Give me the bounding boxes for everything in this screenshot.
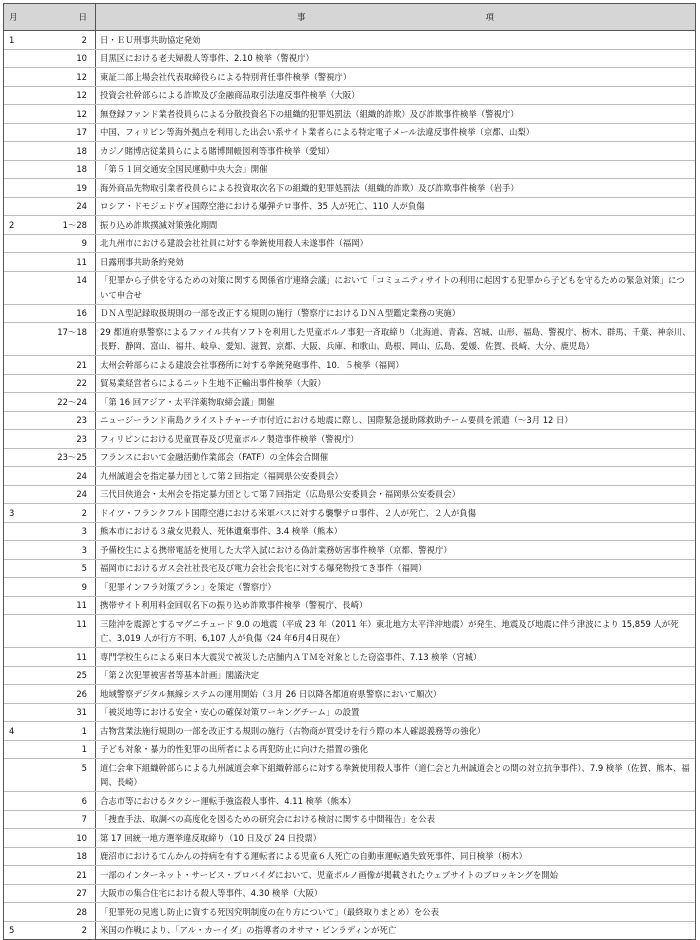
month-cell xyxy=(4,161,25,179)
event-cell: 古物営業法施行規則の一部を改正する規則の施行（古物商が買受けを行う際の本人確認義務等の強化） xyxy=(100,725,486,736)
event-cell: 「犯罪から子供を守るための対策に関する関係省庁連絡会議」において「コミュニティサイトの利用に起因する犯罪から子どもを守るための緊急対策」について申合せ xyxy=(100,275,685,300)
table-row xyxy=(4,235,695,254)
event-cell: 中国、フィリピン等海外拠点を利用した出会い系サイト業者らによる特定電子メール法違反事件検挙（京都、山梨） xyxy=(100,127,535,137)
event-cell: 「被災地等における安全・安心の確保対策ワーキングチーム」の設置 xyxy=(100,707,360,717)
event-cell: 振り込め詐欺撲滅対策強化期間 xyxy=(100,219,218,230)
day-cell: 25 xyxy=(25,667,96,685)
event-cell: 米国の作戦により、「アル・カーイダ」の指導者のオサマ・ビンラディンが死亡 xyxy=(100,925,397,935)
event-cell: 大阪市の集合住宅における殺人等事件、4.30 検挙（大阪） xyxy=(100,888,323,898)
day-cell: 11 xyxy=(25,253,96,271)
month-cell: 1 xyxy=(9,34,15,45)
event-cell: 携帯サイト利用料金回収名下の振り込め詐欺事件検挙（警視庁、長崎） xyxy=(100,600,368,610)
table-row xyxy=(4,685,695,704)
event-cell: 「第２次犯罪被害者等基本計画」閣議決定 xyxy=(100,670,260,680)
day-cell: 10 xyxy=(25,50,96,68)
day-cell: 22 xyxy=(25,375,96,393)
event-cell: 「犯罪死の見逃し防止に資する死因究明制度の在り方について」（最終取りまとめ）を公表 xyxy=(100,906,440,917)
month-cell xyxy=(4,903,25,921)
table-row xyxy=(4,216,695,235)
day-cell: 19 xyxy=(25,179,96,197)
day-cell: 11 xyxy=(25,597,96,615)
month-cell xyxy=(4,449,25,467)
month-cell xyxy=(4,615,25,647)
day-cell: 5 xyxy=(25,560,96,578)
table-row xyxy=(4,50,695,69)
table-row xyxy=(4,615,695,648)
event-cell: 合志市等におけるタクシー運転手強盗殺人事件、4.11 検挙（熊本） xyxy=(100,795,356,806)
table-row xyxy=(4,848,695,867)
table-row xyxy=(4,87,695,106)
table-row xyxy=(4,667,695,686)
table-row xyxy=(4,829,695,848)
month-cell xyxy=(4,885,25,903)
month-cell: 4 xyxy=(9,725,15,736)
day-cell: 23〜25 xyxy=(25,449,96,467)
day-cell: 14 xyxy=(25,272,96,304)
table-row xyxy=(4,305,695,324)
month-cell: 3 xyxy=(9,507,15,518)
event-cell: 29 都道府県警察によるファイル共有ソフトを利用した児童ポルノ事犯一斉取締り（北海道、青森、宮城、山形、福島、警視庁、栃木、群馬、千葉、神奈川、長野、静岡、富山、福井、岐阜、愛知、滋賀、京都、大阪、兵庫、和歌山、島根、岡山、広島、愛媛、佐賀、長崎、大分、鹿児島） xyxy=(100,326,691,351)
table-row xyxy=(4,449,695,468)
month-cell xyxy=(4,430,25,448)
day-cell: 21 xyxy=(25,866,96,884)
event-cell: ドイツ・フランクフルト国際空港における米軍バスに対する襲撃テロ事件、２人が死亡、２人が負傷 xyxy=(100,507,476,518)
event-cell: フィリピンにおける児童買春及び児童ポルノ製造事件検挙（警視庁） xyxy=(100,433,359,444)
day-cell: 1〜28 xyxy=(25,216,96,234)
month-cell xyxy=(4,305,25,323)
month-cell xyxy=(4,866,25,884)
day-cell: 1 xyxy=(25,741,96,759)
month-cell xyxy=(4,412,25,430)
table-row xyxy=(4,161,695,180)
day-cell: 12 xyxy=(25,68,96,86)
header-jiko-2: 項 xyxy=(485,13,495,23)
month-cell xyxy=(4,356,25,374)
table-row xyxy=(4,866,695,885)
month-cell: 2 xyxy=(9,219,15,230)
event-cell: 北九州市における建設会社社員に対する拳銃使用殺人未遂事件（福岡） xyxy=(100,238,368,248)
table-row xyxy=(4,31,695,50)
day-cell: 16 xyxy=(25,305,96,323)
month-cell xyxy=(4,50,25,68)
event-cell: 子ども対象・暴力的性犯罪の出所者による再犯防止に向けた措置の強化 xyxy=(100,744,368,754)
month-cell xyxy=(4,253,25,271)
day-cell: 22〜24 xyxy=(25,393,96,411)
day-cell: 24 xyxy=(25,198,96,216)
table-row xyxy=(4,430,695,449)
table-row xyxy=(4,142,695,161)
month-cell xyxy=(4,323,25,355)
event-cell: 「第 16 回アジア・太平洋薬物取締会議」開催 xyxy=(100,396,275,407)
day-cell: 18 xyxy=(25,161,96,179)
table-row xyxy=(4,68,695,87)
day-cell: 3 xyxy=(25,541,96,559)
month-cell xyxy=(4,124,25,142)
day-cell: 3 xyxy=(25,523,96,541)
day-cell: 1 xyxy=(25,722,96,740)
month-cell xyxy=(4,179,25,197)
month-cell xyxy=(4,704,25,722)
table-row xyxy=(4,486,695,505)
month-cell xyxy=(4,235,25,253)
day-cell: 26 xyxy=(25,685,96,703)
table-body xyxy=(4,31,695,939)
event-cell: 三陸沖を震源とするマグニチュード 9.0 の地震（平成 23 年（2011 年）東北地方太平洋沖地震）が発生、地震及び地震に伴う津波により 15,859 人が死亡、3,019 人が行方不明、6,107 人が負傷（24 年6月4日現在） xyxy=(100,618,679,643)
month-cell xyxy=(4,523,25,541)
event-cell: 九州誠道会を指定暴力団として第２回指定（福岡県公安委員会） xyxy=(100,470,343,481)
table-row xyxy=(4,722,695,741)
month-cell xyxy=(4,272,25,304)
table-row xyxy=(4,560,695,579)
event-cell: 日露刑事共助条約発効 xyxy=(100,256,184,267)
day-cell: 24 xyxy=(25,486,96,504)
event-cell: 道仁会傘下組織幹部らによる九州誠道会傘下組織幹部らに対する拳銃使用殺人事件（道仁会と九州誠道会との間の対立抗争事件）、7.9 検挙（佐賀、熊本、福岡、長崎） xyxy=(100,762,690,787)
table-row xyxy=(4,253,695,272)
day-cell: 12 xyxy=(25,87,96,105)
day-cell: 2 xyxy=(25,922,96,940)
event-cell: 熊本市における３歳女児殺人、死体遺棄事件、3.4 検挙（熊本） xyxy=(100,526,343,536)
month-cell xyxy=(4,829,25,847)
event-cell: 一部のインターネット・サービス・プロバイダにおいて、児童ポルノ画像が掲載されたウェブサイトのブロッキングを開始 xyxy=(100,869,559,880)
table-row xyxy=(4,198,695,217)
header-jiko xyxy=(96,4,695,30)
day-cell: 2 xyxy=(25,504,96,522)
day-cell: 24 xyxy=(25,467,96,485)
table-row xyxy=(4,323,695,356)
day-cell: 11 xyxy=(25,648,96,666)
event-cell: 鹿沼市におけるてんかんの持病を有する運転者による児童６人死亡の自動車運転過失致死事件、同日検挙（栃木） xyxy=(100,851,528,861)
event-cell: 日・ＥＵ刑事共助協定発効 xyxy=(100,34,201,45)
event-cell: 「捜査手法、取調べの高度化を図るための研究会における検討に関する中間報告」を公表 xyxy=(100,814,435,824)
day-cell: 17〜18 xyxy=(25,323,96,355)
event-cell: 三代目侠道会・太州会を指定暴力団として第７回指定（広島県公安委員会・福岡県公安委員会） xyxy=(100,489,461,499)
event-cell: 福岡市におけるガス会社社長宅及び電力会社会長宅に対する爆発物投てき事件（福岡） xyxy=(100,563,427,573)
table-row xyxy=(4,792,695,811)
table-row xyxy=(4,648,695,667)
day-cell: 21 xyxy=(25,356,96,374)
day-cell: 10 xyxy=(25,829,96,847)
header-month: 月 xyxy=(9,13,18,23)
month-cell xyxy=(4,578,25,596)
day-cell: 12 xyxy=(25,105,96,123)
month-cell xyxy=(4,667,25,685)
month-cell xyxy=(4,87,25,105)
event-cell: 予備校生による携帯電話を使用した大学入試における偽計業務妨害事件検挙（京都、警視庁） xyxy=(100,544,452,555)
day-cell: 6 xyxy=(25,792,96,810)
month-cell xyxy=(4,375,25,393)
month-cell xyxy=(4,811,25,829)
event-cell: 貿易業経営者らによるニット生地不正輸出事件検挙（大阪） xyxy=(100,378,326,388)
day-cell: 5 xyxy=(25,759,96,791)
day-cell: 11 xyxy=(25,615,96,647)
month-cell xyxy=(4,105,25,123)
month-cell: 5 xyxy=(9,925,15,935)
table-row xyxy=(4,922,695,940)
day-cell: 31 xyxy=(25,704,96,722)
day-cell: 18 xyxy=(25,848,96,866)
table-row xyxy=(4,412,695,431)
day-cell: 28 xyxy=(25,903,96,921)
event-cell: 太州会幹部らによる建設会社事務所に対する拳銃発砲事件、10．５検挙（福岡） xyxy=(100,359,404,370)
day-cell: 17 xyxy=(25,124,96,142)
day-cell: 27 xyxy=(25,885,96,903)
table-row xyxy=(4,759,695,792)
event-cell: フランスにおいて金融活動作業部会（FATF）の全体会合開催 xyxy=(100,452,329,462)
event-cell: 地域警察デジタル無線システムの運用開始（３月 26 日以降各都道府県警察において順次） xyxy=(100,688,442,699)
event-cell: 「犯罪インフラ対策プラン」を策定（警察庁） xyxy=(100,581,276,592)
event-cell: 無登録ファンド業者役員らによる分散投資名下の組織的犯罪処罰法（組織的詐欺）及び詐欺事件検挙（警視庁） xyxy=(100,108,519,119)
table-row xyxy=(4,523,695,542)
header-day: 日 xyxy=(25,4,96,30)
table-row xyxy=(4,885,695,904)
table-row xyxy=(4,375,695,394)
event-cell: 目黒区における老夫婦殺人等事件、2.10 検挙（警視庁） xyxy=(100,53,314,63)
day-cell: 9 xyxy=(25,578,96,596)
event-cell: 投資会社幹部らによる詐欺及び金融商品取引法違反事件検挙（大阪） xyxy=(100,90,360,100)
month-cell xyxy=(4,685,25,703)
month-cell xyxy=(4,68,25,86)
day-cell: 23 xyxy=(25,412,96,430)
table-row xyxy=(4,903,695,922)
table-row xyxy=(4,578,695,597)
month-cell xyxy=(4,142,25,160)
month-cell xyxy=(4,198,25,216)
table-row xyxy=(4,393,695,412)
table-row xyxy=(4,124,695,143)
month-cell xyxy=(4,597,25,615)
month-cell xyxy=(4,848,25,866)
event-cell: 東証二部上場会社代表取締役らによる特別背任事件検挙（警視庁） xyxy=(100,71,352,82)
day-cell: 7 xyxy=(25,811,96,829)
chronology-table xyxy=(3,3,696,940)
event-cell: ロシア・ドモジェドヴォ国際空港における爆弾テロ事件、35 人が死亡、110 人が負傷 xyxy=(100,201,425,211)
month-cell xyxy=(4,792,25,810)
table-row xyxy=(4,504,695,523)
day-cell: 18 xyxy=(25,142,96,160)
table-row xyxy=(4,467,695,486)
event-cell: 海外商品先物取引業者役員らによる投資取次名下の組織的犯罪処罰法（組織的詐欺）及び詐欺事件検挙（岩手） xyxy=(100,182,519,193)
day-cell: 9 xyxy=(25,235,96,253)
event-cell: ＤＮＡ型記録取扱規則の一部を改正する規則の施行（警察庁におけるＤＮＡ型鑑定業務の実施） xyxy=(100,308,461,318)
event-cell: ニュージーランド南島クライストチャーチ市付近における地震に際し、国際緊急援助隊救助チーム要員を派遣（〜3月 12 日） xyxy=(100,415,573,425)
month-cell xyxy=(4,741,25,759)
month-cell xyxy=(4,467,25,485)
month-cell xyxy=(4,541,25,559)
day-cell: 2 xyxy=(25,31,96,49)
table-row xyxy=(4,811,695,830)
event-cell: 第 17 回統一地方選挙違反取締り（10 日及び 24 日投票） xyxy=(100,832,322,843)
month-cell xyxy=(4,648,25,666)
event-cell: 「第５１回交通安全国民運動中央大会」開催 xyxy=(100,164,268,174)
month-cell xyxy=(4,486,25,504)
table-row xyxy=(4,704,695,723)
table-row xyxy=(4,105,695,124)
event-cell: カジノ賭博店従業員らによる賭博開帳図利等事件検挙（愛知） xyxy=(100,145,335,156)
header-jiko-1: 事 xyxy=(296,13,306,23)
month-cell xyxy=(4,759,25,791)
table-row xyxy=(4,741,695,760)
table-row xyxy=(4,179,695,198)
table-header xyxy=(4,4,695,31)
table-row xyxy=(4,597,695,616)
month-cell xyxy=(4,393,25,411)
table-row xyxy=(4,272,695,305)
table-row xyxy=(4,541,695,560)
month-cell xyxy=(4,560,25,578)
event-cell: 専門学校生らによる東日本大震災で被災した店舗内ＡＴＭを対象とした窃盗事件、7.13 検挙（宮城） xyxy=(100,651,482,662)
table-row xyxy=(4,356,695,375)
day-cell: 23 xyxy=(25,430,96,448)
